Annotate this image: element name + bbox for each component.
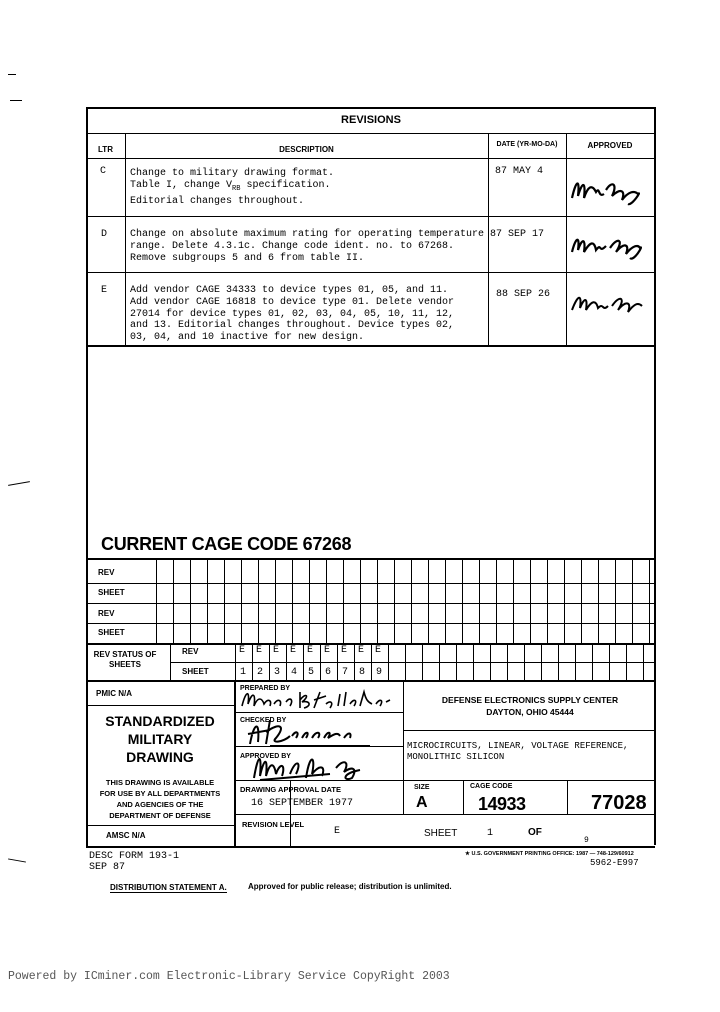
- agency-address: DAYTON, OHIO 45444: [486, 707, 574, 717]
- revisions-title: REVISIONS: [341, 114, 401, 126]
- distribution-label: DISTRIBUTION STATEMENT A.: [110, 883, 227, 892]
- approval-date: 16 SEPTEMBER 1977: [251, 798, 354, 809]
- approved-by-label: APPROVED BY: [240, 753, 291, 760]
- agency-name: DEFENSE ELECTRONICS SUPPLY CENTER: [441, 695, 619, 705]
- document-code: 5962-E997: [590, 858, 639, 868]
- status-sheet-cell: 9: [376, 667, 383, 678]
- status-sheet-cell: 6: [325, 667, 332, 678]
- status-sheet-cell: 2: [257, 667, 264, 678]
- current-cage-code: CURRENT CAGE CODE 67268: [101, 534, 352, 554]
- drawing-title: DRAWING: [126, 749, 194, 765]
- approval-signature-icon: [568, 284, 652, 324]
- status-sheet-cell: 4: [291, 667, 298, 678]
- approval-signature-icon: [568, 170, 652, 210]
- col-header-ltr: LTR: [98, 145, 113, 154]
- drawing-title-line: MONOLITHIC SILICON: [407, 752, 505, 762]
- rev-row-ltr: C: [100, 166, 107, 177]
- scan-mark: [10, 100, 22, 101]
- status-rev-label: REV: [182, 647, 199, 656]
- status-rev-cell: E: [256, 645, 263, 656]
- availability-line: DEPARTMENT OF DEFENSE: [109, 811, 211, 820]
- rev-row-ltr: E: [101, 285, 108, 296]
- grid-label-rev: REV: [98, 609, 115, 618]
- cage-value: 14933: [478, 794, 526, 814]
- approval-date-label: DRAWING APPROVAL DATE: [240, 785, 341, 794]
- status-rev-cell: E: [324, 645, 331, 656]
- checked-by-label: CHECKED BY: [240, 717, 287, 724]
- rev-row-desc-line: Change to military drawing format.: [130, 168, 335, 179]
- scan-mark: [8, 74, 16, 75]
- status-rev-cell: E: [341, 645, 348, 656]
- rev-row-desc-line: 03, 04, and 10 inactive for new design.: [130, 332, 365, 343]
- size-value: A: [416, 794, 428, 811]
- status-sheet-cell: 3: [274, 667, 281, 678]
- approved-by-signature-icon: [240, 748, 390, 782]
- rev-row-date: 88 SEP 26: [496, 289, 551, 300]
- rev-row-desc-line: 27014 for device types 01, 02, 03, 04, 05, 10, 11, 12,: [130, 309, 455, 320]
- status-rev-cell: E: [290, 645, 297, 656]
- form-number: DESC FORM 193-1: [89, 851, 180, 862]
- rev-status-label: REV STATUS OF SHEETS: [93, 650, 157, 669]
- status-sheet-cell: 5: [308, 667, 315, 678]
- military-title: MILITARY: [127, 731, 193, 747]
- availability-line: FOR USE BY ALL DEPARTMENTS: [99, 789, 221, 798]
- prepared-by-signature-icon: [240, 686, 402, 712]
- pmic: PMIC N/A: [96, 689, 132, 698]
- grid-label-rev: REV: [98, 568, 115, 577]
- form-date: SEP 87: [89, 862, 126, 873]
- status-sheet-label: SHEET: [182, 667, 209, 676]
- rev-row-desc-line: Table I, change $V_{RB}$ specification.: [130, 180, 331, 193]
- rev-row-date: 87 SEP 17: [490, 229, 545, 240]
- rev-row-desc-line: Add vendor CAGE 34333 to device types 01, 05, and 11.: [130, 285, 449, 296]
- of-label: OF: [528, 827, 542, 838]
- status-sheet-cell: 8: [359, 667, 366, 678]
- size-label: SIZE: [414, 784, 430, 791]
- rev-row-desc-line: Remove subgroups 5 and 6 from table II.: [130, 253, 365, 264]
- sheet-number: 1: [487, 828, 494, 839]
- status-rev-cell: E: [375, 645, 382, 656]
- sheet-label: SHEET: [424, 828, 458, 839]
- of-total: 9: [584, 836, 589, 845]
- rev-row-desc-line: Change on absolute maximum rating for operating temperature: [130, 229, 485, 240]
- drawing-title-line: MICROCIRCUITS, LINEAR, VOLTAGE REFERENCE,: [407, 741, 629, 751]
- col-header-description: DESCRIPTION: [279, 145, 334, 154]
- rev-row-date: 87 MAY 4: [495, 166, 544, 177]
- availability-line: AND AGENCIES OF THE: [116, 800, 204, 809]
- standardized-title: STANDARDIZED: [105, 713, 215, 729]
- status-rev-cell: E: [239, 645, 246, 656]
- powered-by: Powered by ICminer.com Electronic-Library Service CopyRight 2003: [8, 970, 450, 983]
- prepared-by-label: PREPARED BY: [240, 685, 291, 692]
- status-rev-cell: E: [273, 645, 280, 656]
- rev-row-desc-line: and 13. Editorial changes throughout. Device types 02,: [130, 320, 455, 331]
- cage-label: CAGE CODE: [470, 783, 513, 790]
- distribution-text: Approved for public release; distribution is unlimited.: [248, 882, 452, 891]
- scan-mark: [8, 481, 30, 486]
- availability-line: THIS DRAWING IS AVAILABLE: [105, 778, 215, 787]
- gpo-notice: ★ U.S. GOVERNMENT PRINTING OFFICE: 1987 — 748-129/60912: [465, 851, 634, 857]
- checked-by-signature-icon: [240, 716, 400, 748]
- amsc: AMSC N/A: [106, 831, 146, 840]
- rev-row-desc-line: range. Delete 4.3.1c. Change code ident. no. to 67268.: [130, 241, 455, 252]
- rev-row-desc-line: Editorial changes throughout.: [130, 196, 305, 207]
- drawing-number: 77028: [591, 792, 647, 814]
- col-header-approved: APPROVED: [587, 141, 633, 150]
- status-rev-cell: E: [307, 645, 314, 656]
- scan-mark: [8, 858, 26, 862]
- col-header-date: DATE (YR-MO-DA): [496, 141, 558, 148]
- revision-level-label: REVISION LEVEL: [242, 820, 305, 829]
- grid-label-sheet: SHEET: [98, 588, 125, 597]
- rev-row-ltr: D: [101, 229, 108, 240]
- status-sheet-cell: 1: [240, 667, 247, 678]
- approval-signature-icon: [568, 226, 652, 266]
- status-rev-cell: E: [358, 645, 365, 656]
- grid-label-sheet: SHEET: [98, 628, 125, 637]
- rev-row-desc-line: Add vendor CAGE 16818 to device type 01. Delete vendor: [130, 297, 455, 308]
- status-sheet-cell: 7: [342, 667, 349, 678]
- revision-level: E: [334, 826, 341, 837]
